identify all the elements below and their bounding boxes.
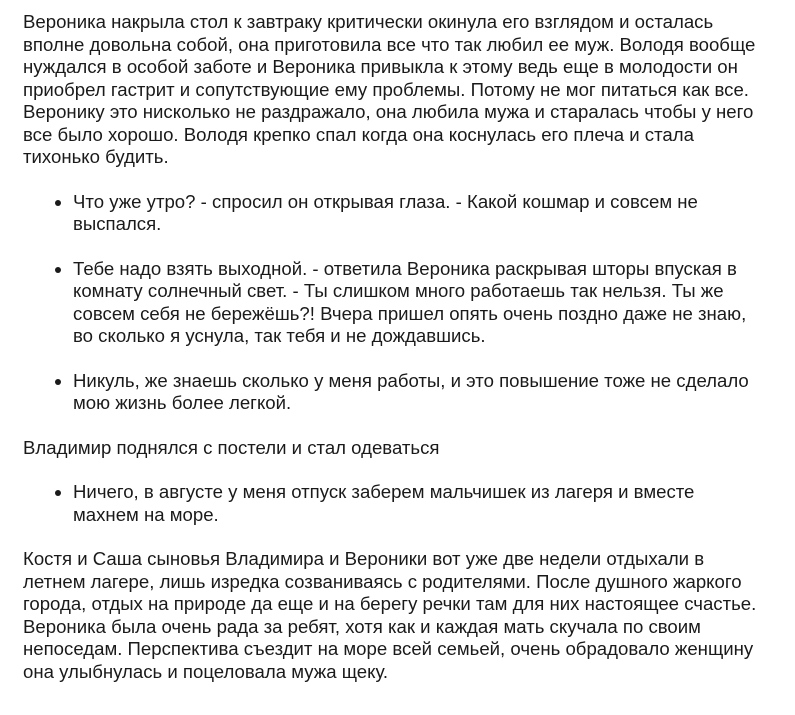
dialogue-list-2 [23, 481, 763, 526]
paragraph-closing: Костя и Саша сыновья Владимира и Вероники вот уже две недели отдыхали в летнем лагере, лишь изредка созваниваясь с родителями. После душного жаркого города, отдых на природе да еще и на берегу речки там для них настоящее счастье. Вероника была очень рада за ребят, хотя как и каждая мать скучала по своим непоседам. Перспектива съездит на море всей семьей, очень обрадовало женщину она улыбнулась и поцеловала мужа щеку. [23, 548, 757, 682]
dialogue-line: Тебе надо взять выходной. - ответила Вероника раскрывая шторы впуская в комнату солнечный свет. - Ты слишком много работаешь так нельзя. Ты же совсем себя не бережёшь?! Вчера пришел опять очень поздно даже не знаю, во сколько я уснула, так тебя и не дождавшись. [73, 258, 763, 348]
story-text [23, 11, 763, 683]
dialogue-line: Никуль, же знаешь сколько у меня работы, и это повышение тоже не сделало мою жизнь более легкой. [73, 370, 763, 415]
paragraph-intro: Вероника накрыла стол к завтраку критически окинула его взглядом и осталась вполне довольна собой, она приготовила все что так любил ее муж. Володя вообще нуждался в особой заботе и Вероника привыкла к этому ведь еще в молодости он приобрел гастрит и сопутствующие ему проблемы. Потому не мог питаться как все. Веронику это нисколько не раздражало, она любила мужа и старалась чтобы у него все было хорошо. Володя крепко спал когда она коснулась его плеча и стала тихонько будить. [23, 11, 756, 167]
dialogue-list [23, 191, 763, 415]
dialogue-line: Что уже утро? - спросил он открывая глаза. - Какой кошмар и совсем не выспался. [73, 191, 763, 236]
paragraph-narration: Владимир поднялся с постели и стал одеваться [23, 436, 440, 458]
dialogue-line: Ничего, в августе у меня отпуск заберем мальчишек из лагеря и вместе махнем на море. [73, 481, 763, 526]
